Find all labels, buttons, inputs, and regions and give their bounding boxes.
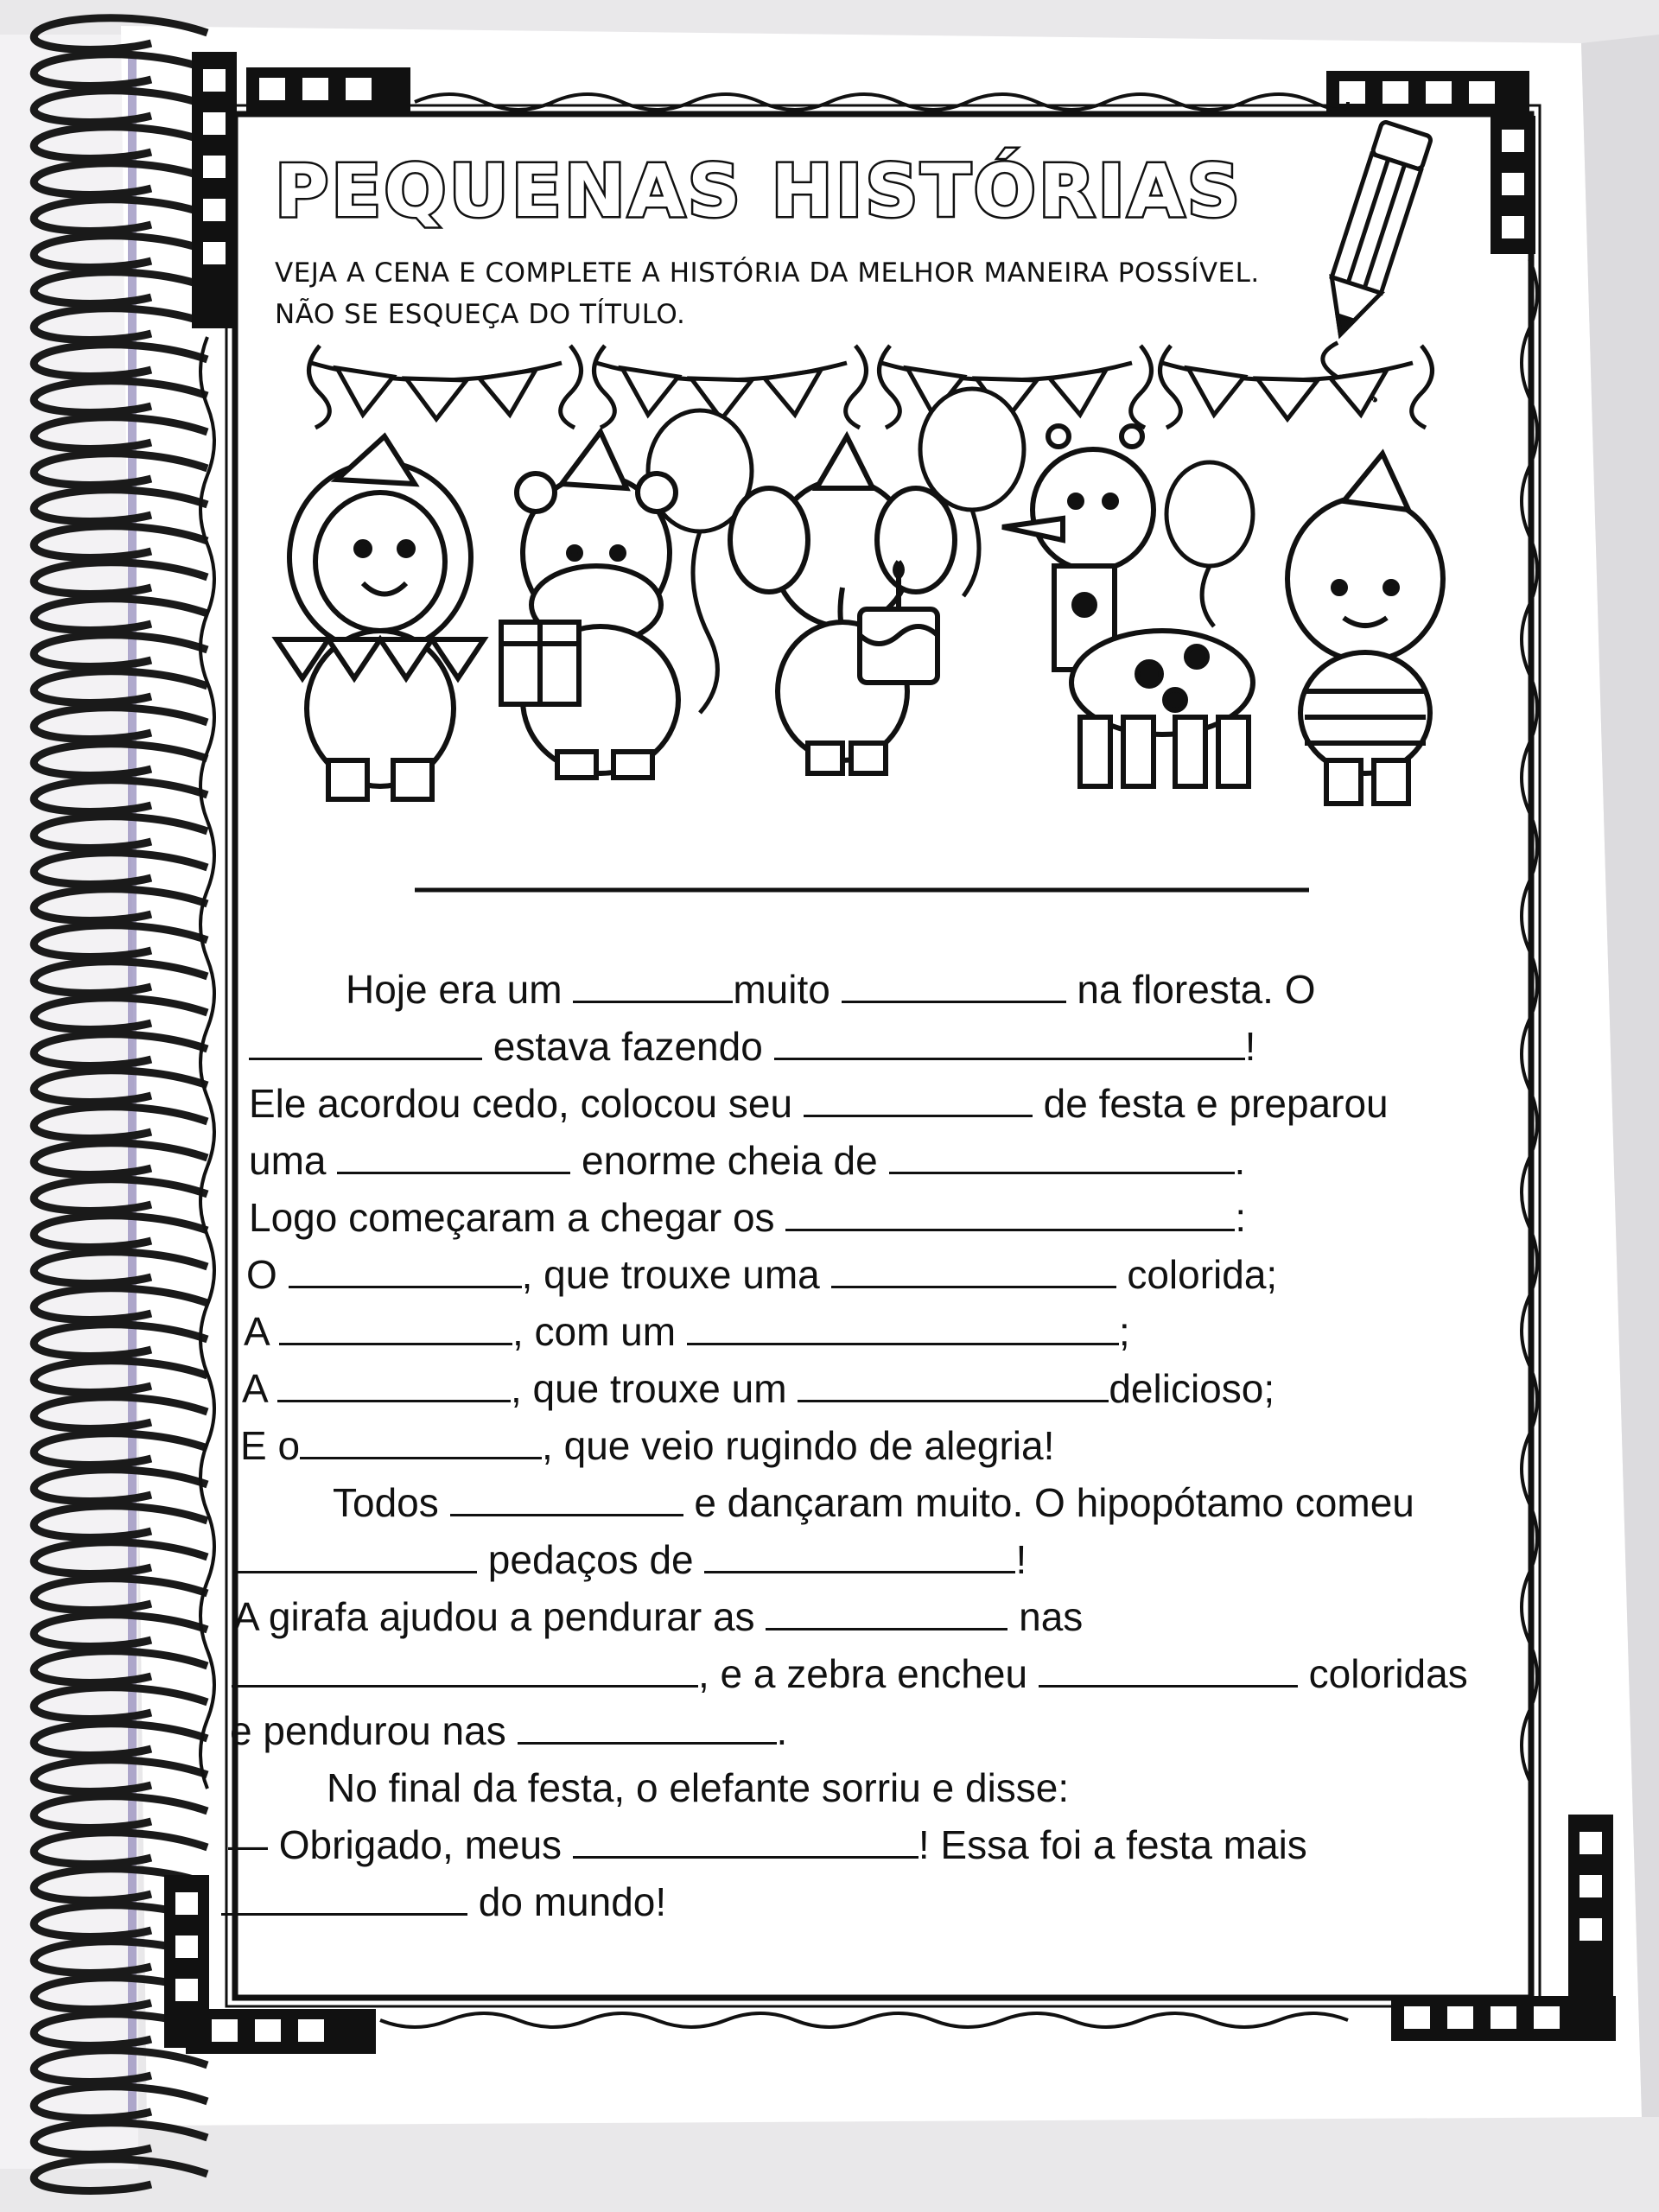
story-line-17: do mundo! <box>221 1878 666 1925</box>
fill-blank[interactable] <box>785 1198 1235 1231</box>
story-line-13: , e a zebra encheu coloridas <box>232 1650 1468 1697</box>
fill-blank[interactable] <box>279 1312 512 1345</box>
fill-blank[interactable] <box>300 1426 542 1459</box>
story-line-12: A girafa ajudou a pendurar as nas <box>233 1594 1084 1639</box>
fill-blank[interactable] <box>766 1597 1007 1630</box>
fill-blank[interactable] <box>842 969 1066 1003</box>
story-line-7: A , com um ; <box>244 1309 1130 1354</box>
story-line-8: A , que trouxe um delicioso; <box>242 1366 1275 1411</box>
story-line-16: — Obrigado, meus ! Essa foi a festa mais <box>228 1822 1307 1867</box>
story-line-3: Ele acordou cedo, colocou seu de festa e preparou <box>249 1081 1389 1126</box>
story-line-5: Logo começaram a chegar os : <box>249 1195 1247 1240</box>
fill-blank[interactable] <box>573 1825 918 1859</box>
worksheet-title: PEQUENAS HISTÓRIAS <box>275 149 1243 233</box>
fill-blank[interactable] <box>337 1141 570 1174</box>
story-line-4: uma enorme cheia de . <box>249 1138 1246 1183</box>
fill-blank[interactable] <box>277 1369 511 1402</box>
fill-blank[interactable] <box>774 1027 1245 1060</box>
fill-blank[interactable] <box>249 1027 482 1060</box>
story-line-1: Hoje era um muito na floresta. O <box>346 967 1316 1012</box>
story-line-10: Todos e dançaram muito. O hipopótamo comeu <box>333 1480 1414 1525</box>
fill-blank[interactable] <box>450 1483 683 1516</box>
instruction-line-1: VEJA A CENA E COMPLETE A HISTÓRIA DA MELHOR MANEIRA POSSÍVEL. <box>275 257 1260 289</box>
fill-blank[interactable] <box>573 969 733 1003</box>
story-line-2: estava fazendo ! <box>249 1023 1255 1070</box>
fill-blank[interactable] <box>831 1255 1116 1288</box>
fill-blank[interactable] <box>518 1711 777 1745</box>
fill-blank[interactable] <box>687 1312 1119 1345</box>
spiral-spine <box>128 52 137 2126</box>
birthday-cake <box>860 609 938 683</box>
story-line-9: E o , que veio rugindo de alegria! <box>240 1423 1055 1468</box>
story-line-6: O , que trouxe uma colorida; <box>246 1252 1278 1297</box>
fill-blank[interactable] <box>1039 1654 1298 1688</box>
fill-blank[interactable] <box>221 1882 467 1916</box>
fill-blank[interactable] <box>232 1654 698 1688</box>
fill-blank[interactable] <box>704 1540 1015 1573</box>
fill-blank[interactable] <box>798 1369 1109 1402</box>
story-line-11: pedaços de ! <box>235 1536 1027 1583</box>
instruction-line-2: NÃO SE ESQUEÇA DO TÍTULO. <box>275 299 686 330</box>
story-line-15: No final da festa, o elefante sorriu e disse: <box>327 1765 1070 1810</box>
fill-blank[interactable] <box>804 1084 1033 1117</box>
story-line-14: e pendurou nas . <box>230 1708 788 1753</box>
fill-blank[interactable] <box>289 1255 522 1288</box>
fill-blank[interactable] <box>235 1540 477 1573</box>
instruction-block <box>275 252 1398 335</box>
fill-blank[interactable] <box>889 1141 1235 1174</box>
